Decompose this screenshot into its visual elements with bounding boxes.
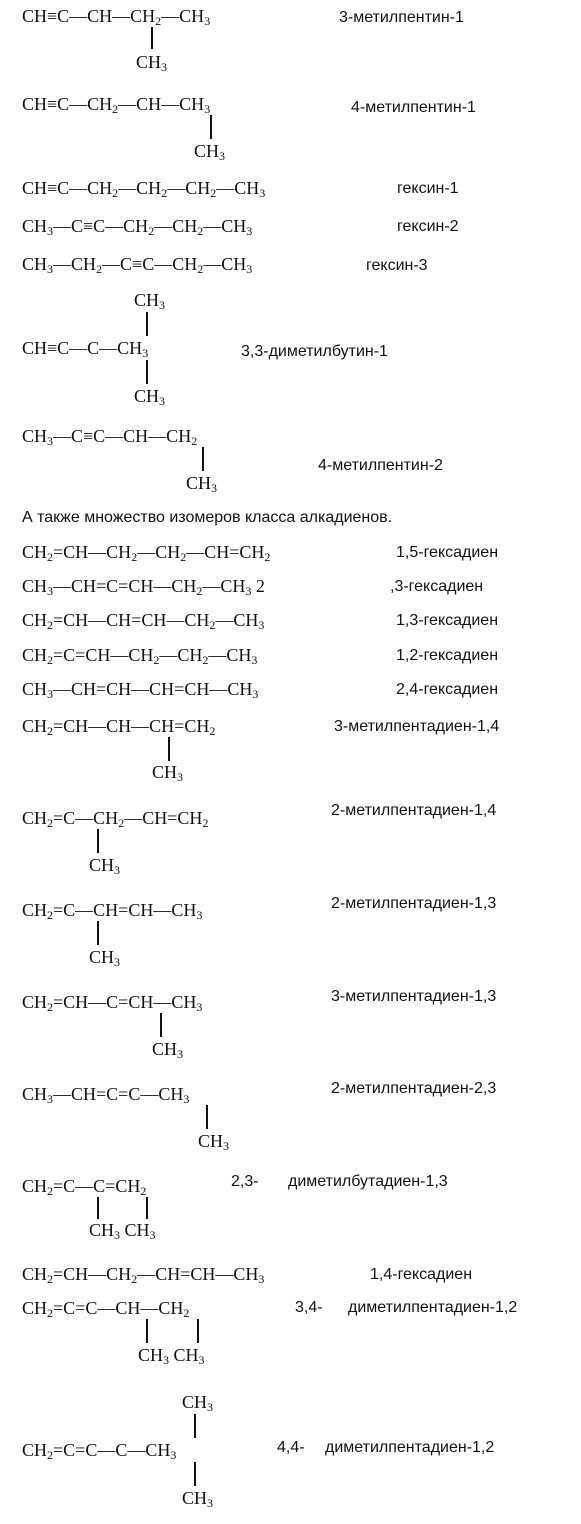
substituent: $CH_3$ $CH_3$ (89, 1220, 156, 1242)
branch-bond (206, 1105, 208, 1129)
name-prefix: 4,4- (277, 1439, 305, 1456)
branch-bond (146, 312, 148, 336)
structural-formula: $CH_3—C\equiv C—CH—CH_2$ (22, 426, 198, 448)
compound-name: 4-метилпентин-2 (318, 457, 443, 474)
structural-formula: $CH_2=CH—CH=CH—CH_2—CH_3$ (22, 610, 265, 632)
branch-bond (146, 1319, 148, 1343)
compound-name: 3-метилпентин-1 (339, 9, 464, 26)
branch-bond (210, 115, 212, 139)
structural-formula: $CH_2=C—C=CH_2$ (22, 1176, 147, 1198)
compound-name: 1,2-гексадиен (396, 647, 499, 664)
substituent: $CH_3$ (89, 947, 121, 969)
compound-name: 4-метилпентин-1 (351, 99, 476, 116)
branch-bond (160, 1013, 162, 1037)
structural-formula: $CH_2=CH—CH—CH=CH_2$ (22, 716, 216, 738)
substituent: $CH_3$ (198, 1131, 230, 1153)
compound-name: 1,4-гексадиен (370, 1266, 473, 1283)
substituent: $CH_3$ (182, 1488, 214, 1510)
compound-name: гексин-1 (397, 180, 459, 197)
structural-formula: $CH\equiv C—CH—CH_2—CH_3$ (22, 6, 211, 28)
compound-name: диметилбутадиен-1,3 (288, 1173, 448, 1190)
branch-bond (97, 921, 99, 945)
compound-name: 3-метилпентадиен-1,3 (331, 988, 497, 1005)
substituent: $CH_3$ (134, 386, 166, 408)
structural-formula: $CH_2=CH—CH_2—CH=CH—CH_3$ (22, 1264, 265, 1286)
structural-formula: $CH_3—CH=CH—CH=CH—CH_3$ (22, 679, 259, 701)
branch-bond (194, 1414, 196, 1438)
substituent: $CH_3$ $CH_3$ (138, 1345, 205, 1367)
structural-formula: $CH_2=C=C—CH—CH_2$ (22, 1298, 190, 1320)
branch-bond (194, 1462, 196, 1486)
branch-bond (202, 447, 204, 471)
name-prefix: 3,4- (295, 1299, 323, 1316)
compound-name: 3,3-диметилбутин-1 (241, 343, 388, 360)
structural-formula: $CH_3—C\equiv C—CH_2—CH_2—CH_3$ (22, 216, 253, 238)
structural-formula: $CH_3—CH=C=C—CH_3$ (22, 1084, 190, 1106)
substituent: $CH_3$ (152, 1039, 184, 1061)
compound-name: 2-метилпентадиен-1,4 (331, 802, 497, 819)
section-note: А также множество изомеров класса алкадиенов. (22, 509, 393, 526)
compound-name: диметилпентадиен-1,2 (325, 1439, 495, 1456)
compound-name: 2-метилпентадиен-2,3 (331, 1080, 497, 1097)
compound-name: 1,3-гексадиен (396, 612, 499, 629)
compound-name: ,3-гексадиен (390, 578, 484, 595)
structural-formula: $CH_2=CH—CH_2—CH_2—CH=CH_2$ (22, 542, 271, 564)
branch-bond (146, 1197, 148, 1219)
compound-name: 1,5-гексадиен (396, 544, 499, 561)
structural-formula: $CH_2=C=C—C—CH_3$ (22, 1440, 177, 1462)
structural-formula: $CH\equiv C—CH_2—CH—CH_3$ (22, 94, 211, 116)
branch-bond (168, 737, 170, 761)
name-prefix: 2,3- (231, 1173, 259, 1190)
compound-name: 3-метилпентадиен-1,4 (334, 718, 500, 735)
structural-formula: $CH_2=C—CH_2—CH=CH_2$ (22, 808, 209, 830)
substituent-top: $CH_3$ (134, 290, 166, 312)
compound-name: 2-метилпентадиен-1,3 (331, 895, 497, 912)
substituent: $CH_3$ (136, 52, 168, 74)
compound-name: гексин-2 (397, 218, 459, 235)
branch-bond (197, 1319, 199, 1343)
substituent: $CH_3$ (194, 141, 226, 163)
structural-formula: $CH_2=C—CH=CH—CH_3$ (22, 900, 203, 922)
structural-formula: $CH_3—CH=C=CH—CH_2—CH_3$ 2 (22, 576, 265, 598)
substituent: $CH_3$ (152, 762, 184, 784)
structural-formula: $CH_3—CH_2—C\equiv C—CH_2—CH_3$ (22, 254, 253, 276)
compound-name: гексин-3 (366, 257, 428, 274)
structural-formula: $CH_2=CH—C=CH—CH_3$ (22, 992, 203, 1014)
substituent: $CH_3$ (89, 855, 121, 877)
branch-bond (97, 829, 99, 853)
compound-name: 2,4-гексадиен (396, 681, 499, 698)
branch-bond (151, 27, 153, 49)
structural-formula: $CH\equiv C—CH_2—CH_2—CH_2—CH_3$ (22, 178, 266, 200)
branch-bond (146, 360, 148, 384)
compound-name: диметилпентадиен-1,2 (348, 1299, 518, 1316)
structural-formula: $CH\equiv C—C—CH_3$ (22, 338, 149, 360)
branch-bond (97, 1197, 99, 1219)
substituent: $CH_3$ (186, 473, 218, 495)
structural-formula: $CH_2=C=CH—CH_2—CH_2—CH_3$ (22, 645, 258, 667)
substituent-top: $CH_3$ (182, 1392, 214, 1414)
